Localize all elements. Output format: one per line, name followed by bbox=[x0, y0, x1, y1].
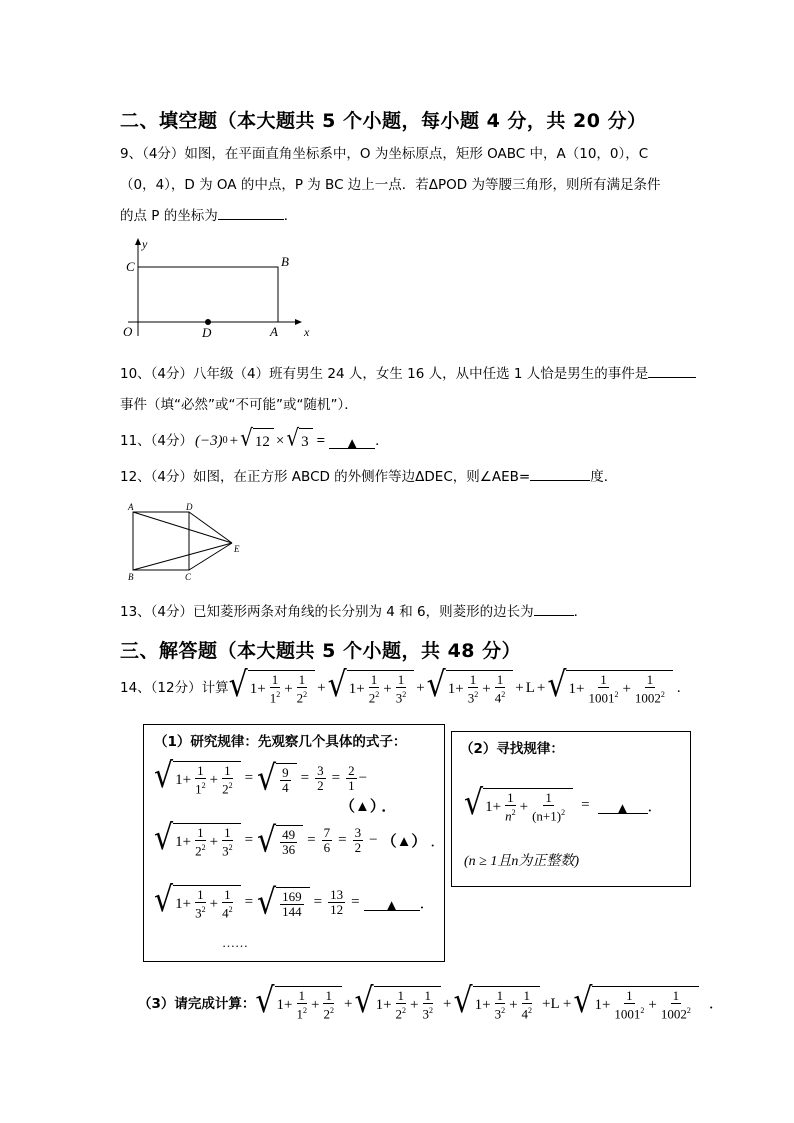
label-b: B bbox=[281, 254, 289, 269]
section-3-title: 三、解答题（本大题共 5 个小题，共 48 分） bbox=[120, 640, 522, 662]
q14-part-3: （3）请完成计算： √ 1+ $\frac{1}{1^2}$ + $\frac{1}{2^2}$ + √ 1+ $\frac{1}{2^2}$ + $\frac{1}{3^2}$ + √ 1+ $\frac{1}{3^2}$ + $\frac{1}{4^2}$ +L + √ 1+ $\frac{1}{1001^2}$ + $\frac{1}{1002^2}$ ． bbox=[138, 981, 724, 1022]
rectangle-oabc bbox=[138, 267, 278, 322]
box1-row-2: √ 1+ $\frac{1}{2^2}$ + $\frac{1}{3^2}$ = √ $\frac{49}{36}$ = $\frac{7}{6}$ = $\frac{3}{2}$ − （▲） ． bbox=[154, 818, 446, 861]
box1-row-1-answer: （▲） ． bbox=[340, 799, 397, 815]
label-d: D bbox=[186, 502, 193, 512]
q10-answer-blank[interactable] bbox=[648, 363, 696, 378]
q9-line2: （0，4），D 为 OA 的中点，P 为 BC 边上一点．若ΔPOD 为等腰三角形，则所有满足条件 bbox=[120, 177, 661, 193]
q14-term-last: √ 1 + $\frac{1}{1001^2}$ + $\frac{1}{1002^2}$ bbox=[547, 670, 673, 705]
box1-title: （1）研究规律：先观察几个具体的式子： bbox=[154, 734, 407, 750]
q9-figure bbox=[118, 236, 318, 346]
section-2-title: 二、填空题（本大题共 5 个小题，每小题 4 分，共 20 分） bbox=[120, 110, 647, 132]
label-y: y bbox=[142, 237, 148, 251]
q14-term-1: √ 1 + $\frac{1}{1^2}$ + $\frac{1}{2^2}$ bbox=[229, 670, 316, 705]
box1-ellipsis: …… bbox=[222, 935, 248, 950]
find-pattern-box bbox=[451, 731, 691, 887]
q10-line1: 10、（4分）八年级（4）班有男生 24 人，女生 16 人，从中任选 1 人恰是男生的事件是 bbox=[120, 363, 696, 385]
box1-row-3-blank[interactable]: ▲ bbox=[364, 894, 420, 911]
q12-answer-blank[interactable] bbox=[530, 466, 590, 481]
q9-line3: 的点 P 的坐标为 ． bbox=[120, 205, 297, 227]
q11-answer-blank[interactable]: ▲ bbox=[329, 432, 375, 449]
box1-row-3: √ 1+ $\frac{1}{3^2}$ + $\frac{1}{4^2}$ = √ $\frac{169}{144}$ = $\frac{13}{12}$ = ▲ ． bbox=[154, 880, 435, 923]
research-pattern-box bbox=[143, 724, 445, 962]
label-d: D bbox=[202, 325, 212, 340]
q12-figure bbox=[124, 500, 254, 586]
box2-condition: (n ≥ 1且n为正整数) bbox=[464, 854, 580, 869]
q11: 11、（4分） (−3) 0 + √ 12 × √ 3 = ▲ ． bbox=[120, 423, 389, 452]
q14-term-2: √ 1 + $\frac{1}{2^2}$ + $\frac{1}{3^2}$ bbox=[328, 670, 415, 705]
label-a: A bbox=[270, 324, 278, 339]
box2-formula: √ 1+ $\frac{1}{n^2}$ + $\frac{1}{(n+1)^2}$ = ▲ ． bbox=[464, 783, 663, 824]
label-c: C bbox=[126, 259, 135, 274]
q10-line2: 事件（填“必然”或“不可能”或“随机”）． bbox=[120, 397, 358, 413]
q14-line: 14、（12分）计算 √ 1 + $\frac{1}{1^2}$ + $\frac{1}{2^2}$ + √ 1 + $\frac{1}{2^2}$ + $\frac{1}{3^2}$ + √ 1 + $\frac{1}{3^2}$ + $\frac{1}{4^2}$ + L + √ 1 + $\frac{1}{1001^2}$ + $\frac{1}{1002^2}$ . bbox=[120, 665, 681, 706]
q14-term-3: √ 1 + $\frac{1}{3^2}$ + $\frac{1}{4^2}$ bbox=[427, 670, 514, 705]
label-b: B bbox=[128, 572, 134, 582]
label-c: C bbox=[185, 572, 192, 582]
q13-answer-blank[interactable] bbox=[534, 601, 574, 616]
box2-title: （2）寻找规律： bbox=[460, 741, 564, 757]
q9-answer-blank[interactable] bbox=[218, 205, 284, 220]
q13-line: 13、（4分）已知菱形两条对角线的长分别为 4 和 6，则菱形的边长为 ． bbox=[120, 601, 587, 623]
label-a: A bbox=[128, 502, 134, 512]
q12-line: 12、（4分）如图，在正方形 ABCD 的外侧作等边ΔDEC，则∠AEB= 度． bbox=[120, 466, 617, 488]
label-o: O bbox=[123, 324, 133, 339]
box1-row-1: √ 1+ $\frac{1}{1^2}$ + $\frac{1}{2^2}$ = √ $\frac{9}{4}$ = $\frac{3}{2}$ = $\frac{2}{1}$ − bbox=[154, 756, 368, 799]
box2-answer-blank[interactable]: ▲ bbox=[598, 797, 648, 814]
label-x: x bbox=[304, 325, 310, 339]
q9-line1: 9、（4分）如图，在平面直角坐标系中，O 为坐标原点，矩形 OABC 中，A（10，0），C bbox=[120, 146, 649, 162]
label-e: E bbox=[234, 544, 240, 554]
